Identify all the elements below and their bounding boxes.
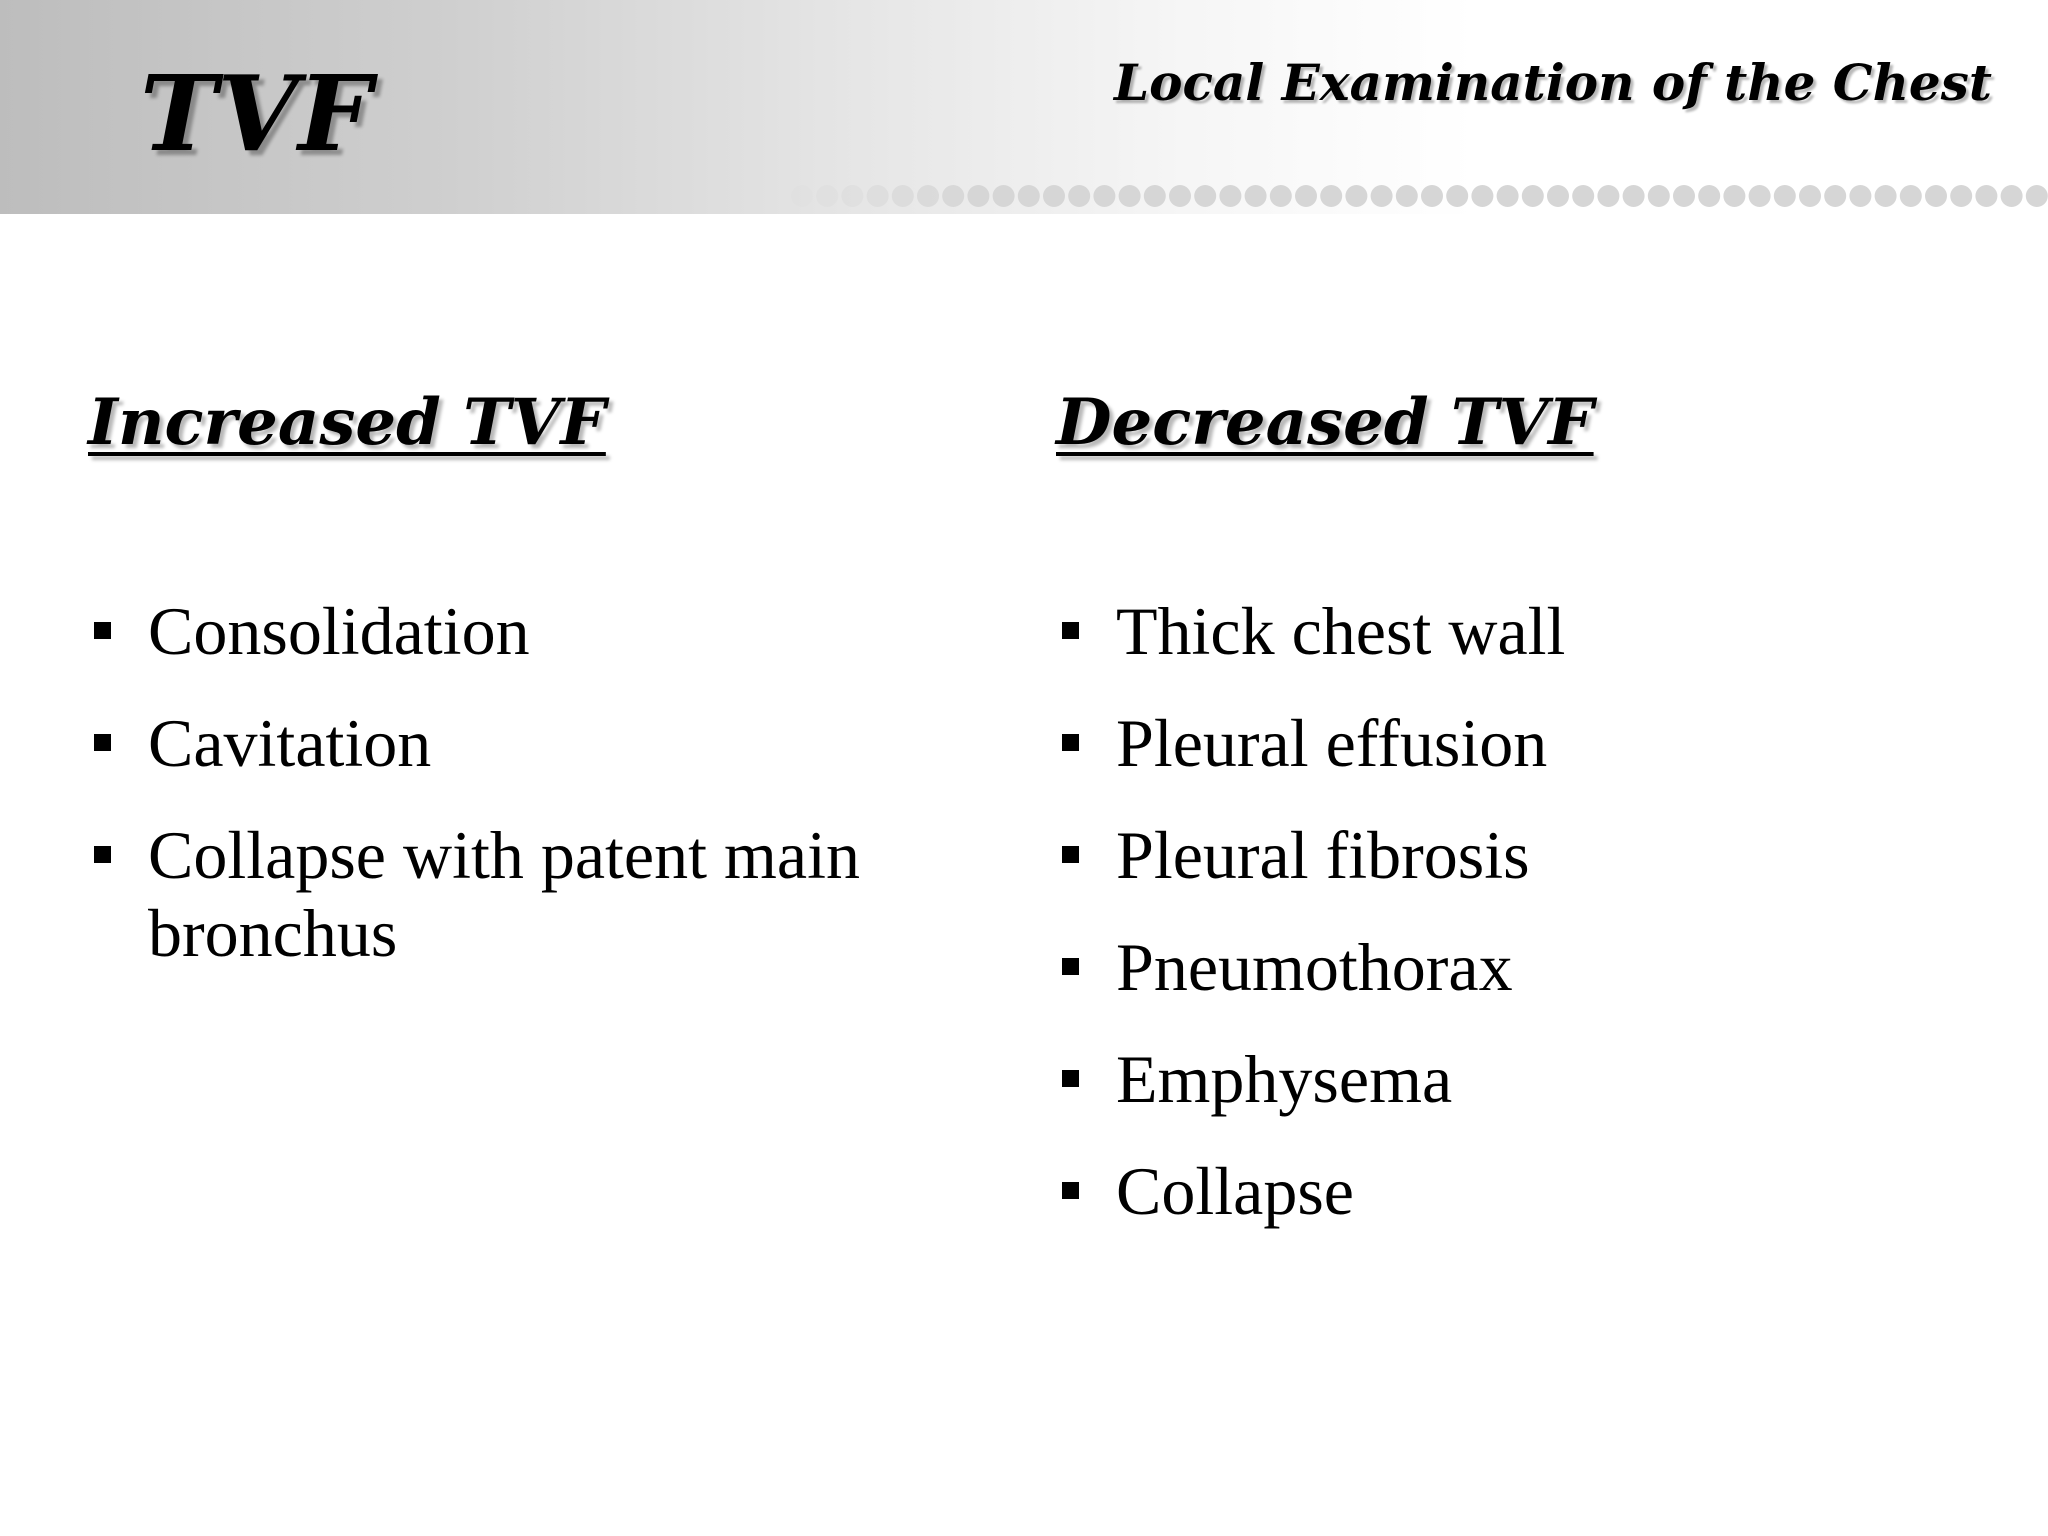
decorative-dot xyxy=(1396,185,1418,207)
square-bullet-icon xyxy=(1062,1070,1079,1087)
square-bullet-icon xyxy=(94,846,111,863)
decorative-dot xyxy=(1824,185,1846,207)
decorative-dot xyxy=(1673,185,1695,207)
decorative-dot xyxy=(1723,185,1745,207)
list-item xyxy=(1056,1152,1565,1230)
decorative-dot xyxy=(1270,185,1292,207)
list-item-label: Pleural effusion xyxy=(1116,705,1548,781)
decorative-dot xyxy=(1169,185,1191,207)
decorative-dot xyxy=(2026,185,2048,207)
decorative-dot xyxy=(1119,185,1141,207)
decorative-dot xyxy=(1043,185,1065,207)
decorative-dot xyxy=(1446,185,1468,207)
square-bullet-icon xyxy=(94,734,111,751)
list-item-label: Pleural fibrosis xyxy=(1116,817,1530,893)
square-bullet-icon xyxy=(1062,846,1079,863)
list-item xyxy=(1056,704,1565,782)
decreased-tvf-column xyxy=(1056,385,1956,1229)
decorative-dot xyxy=(967,185,989,207)
slide-subtitle: Local Examination of the Chest xyxy=(1113,53,1992,112)
decorative-dot xyxy=(1749,185,1771,207)
list-item-label: Collapse with patent main bronchus xyxy=(148,817,860,971)
decorative-dot xyxy=(1900,185,1922,207)
increased-tvf-heading: Increased TVF xyxy=(88,385,606,460)
decorative-dot xyxy=(1497,185,1519,207)
decorative-dot xyxy=(1144,185,1166,207)
square-bullet-icon xyxy=(1062,1182,1079,1199)
list-item xyxy=(1056,592,1565,670)
decorative-dot xyxy=(1950,185,1972,207)
decorative-dot xyxy=(1471,185,1493,207)
list-item xyxy=(88,592,1008,670)
decorative-dot xyxy=(1068,185,1090,207)
decorative-dot xyxy=(816,185,838,207)
decorative-dot xyxy=(917,185,939,207)
list-item xyxy=(1056,1040,1565,1118)
decorative-dot xyxy=(1371,185,1393,207)
decorative-dot xyxy=(1219,185,1241,207)
decorative-dot xyxy=(1295,185,1317,207)
list-item-label: Emphysema xyxy=(1116,1041,1453,1117)
decorative-dot xyxy=(841,185,863,207)
decorative-dot xyxy=(1018,185,1040,207)
decorative-dot xyxy=(1648,185,1670,207)
square-bullet-icon xyxy=(1062,622,1079,639)
decreased-tvf-heading: Decreased TVF xyxy=(1056,385,1594,460)
decorative-dot xyxy=(1320,185,1342,207)
decorative-dot xyxy=(1925,185,1947,207)
square-bullet-icon xyxy=(1062,734,1079,751)
decorative-dot xyxy=(892,185,914,207)
decorative-dot xyxy=(2001,185,2023,207)
decorative-dot xyxy=(1597,185,1619,207)
decorative-dot xyxy=(1623,185,1645,207)
decorative-dot-row xyxy=(790,184,2048,214)
decorative-dot xyxy=(1698,185,1720,207)
decorative-dot xyxy=(1875,185,1897,207)
decorative-dot xyxy=(993,185,1015,207)
square-bullet-icon xyxy=(1062,958,1079,975)
decorative-dot xyxy=(1774,185,1796,207)
decorative-dot xyxy=(867,185,889,207)
decorative-dot xyxy=(1572,185,1594,207)
decorative-dot xyxy=(1245,185,1267,207)
decorative-dot xyxy=(1849,185,1871,207)
list-item-label: Pneumothorax xyxy=(1116,929,1513,1005)
list-item xyxy=(88,704,1008,782)
list-item xyxy=(88,816,1008,972)
list-item-label: Cavitation xyxy=(148,705,432,781)
decorative-dot xyxy=(1345,185,1367,207)
decorative-dot xyxy=(1799,185,1821,207)
decreased-tvf-list xyxy=(1056,592,1565,1264)
decorative-dot xyxy=(1093,185,1115,207)
increased-tvf-column xyxy=(88,385,988,971)
list-item-label: Thick chest wall xyxy=(1116,593,1566,669)
decorative-dot xyxy=(791,185,813,207)
decorative-dot xyxy=(1975,185,1997,207)
decorative-dot xyxy=(942,185,964,207)
list-item xyxy=(1056,816,1565,894)
increased-tvf-list xyxy=(88,592,1008,1006)
decorative-dot xyxy=(1194,185,1216,207)
decorative-dot xyxy=(1522,185,1544,207)
list-item-label: Consolidation xyxy=(148,593,530,669)
decorative-dot xyxy=(1421,185,1443,207)
decorative-dot xyxy=(1547,185,1569,207)
slide-title: TVF xyxy=(140,52,372,175)
list-item-label: Collapse xyxy=(1116,1153,1354,1229)
list-item xyxy=(1056,928,1565,1006)
square-bullet-icon xyxy=(94,622,111,639)
